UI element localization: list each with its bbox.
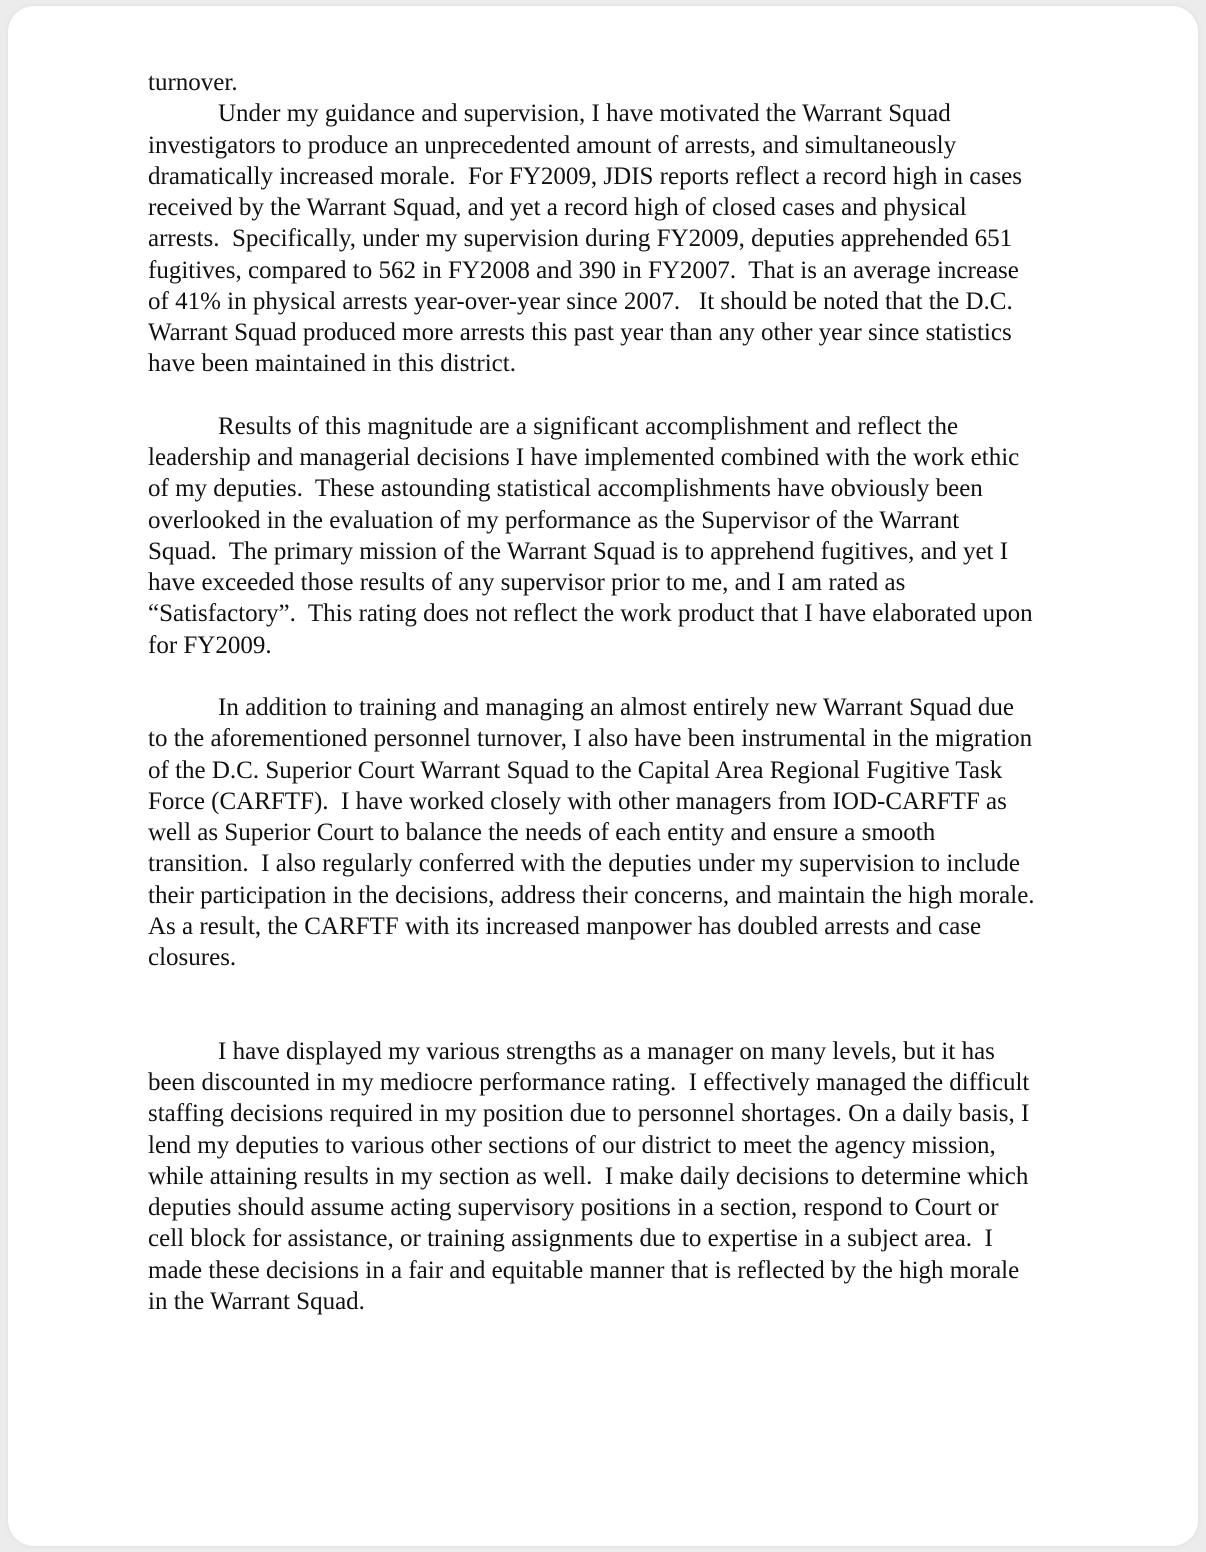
text-line: while attaining results in my section as well. I make daily decisions to determine which [148,1162,1029,1190]
text-line: deputies should assume acting supervisory positions in a section, respond to Court or [148,1194,999,1221]
text-line: fugitives, compared to 562 in FY2008 and 390 in FY2007. That is an average increase [148,256,1019,284]
text-line: in the Warrant Squad. [148,1287,365,1315]
text-line: investigators to produce an unprecedented amount of arrests, and simultaneously [148,131,957,159]
text-line: dramatically increased morale. For FY2009, JDIS reports reflect a record high in cases [148,162,1023,190]
text-line: transition. I also regularly conferred with the deputies under my supervision to include [148,850,1020,878]
text-line: for FY2009. [148,631,272,659]
text-line: have exceeded those results of any supervisor prior to me, and I am rated as [148,569,906,596]
text-line: Force (CARFTF). I have worked closely with other managers from IOD-CARFTF as [148,787,1007,815]
text-line: staffing decisions required in my position due to personnel shortages. On a daily basis, I [148,1100,1030,1128]
blank-line [148,380,1148,411]
text-line: have been maintained in this district. [148,350,516,378]
text-line: I have displayed my various strengths as a manager on many levels, but it has [218,1037,995,1065]
text-line: Warrant Squad produced more arrests this past year than any other year since statistics [148,319,1012,346]
text-line: As a result, the CARFTF with its increased manpower has doubled arrests and case [148,912,982,940]
text-line: well as Superior Court to balance the needs of each entity and ensure a smooth [148,819,936,846]
text-line: cell block for assistance, or training assignments due to expertise in a subject area. I [148,1225,993,1253]
text-line: overlooked in the evaluation of my performance as the Supervisor of the Warrant [148,506,960,534]
text-line: their participation in the decisions, address their concerns, and maintain the high morale. [148,881,1035,909]
blank-line [148,973,1148,1004]
blank-line [148,661,1148,692]
paragraph [148,411,1148,661]
paragraph [148,1036,1148,1317]
text-line: of 41% in physical arrests year-over-year since 2007. It should be noted that the D.C. [148,287,1013,315]
text-line: leadership and managerial decisions I have implemented combined with the work ethic [148,444,1020,471]
text-line: received by the Warrant Squad, and yet a record high of closed cases and physical [148,194,967,221]
text-line: In addition to training and managing an almost entirely new Warrant Squad due [218,694,1014,721]
document-body [148,67,1148,1317]
text-line: turnover. [148,69,238,96]
blank-line [148,1005,1148,1036]
text-line: Squad. The primary mission of the Warrant Squad is to apprehend fugitives, and yet I [148,537,1009,565]
text-line: arrests. Specifically, under my supervision during FY2009, deputies apprehended 651 [148,225,1013,253]
text-line: Under my guidance and supervision, I have motivated the Warrant Squad [218,100,951,128]
text-line: of the D.C. Superior Court Warrant Squad to the Capital Area Regional Fugitive Task [148,756,1003,784]
text-line: made these decisions in a fair and equitable manner that is reflected by the high morale [148,1256,1020,1284]
text-line: Results of this magnitude are a significant accomplishment and reflect the [218,412,959,440]
text-line: lend my deputies to various other sections of our district to meet the agency mission, [148,1131,996,1159]
text-line: been discounted in my mediocre performance rating. I effectively managed the difficult [148,1069,1030,1096]
paragraph [148,98,1148,379]
paragraph [148,67,1148,98]
document-page [8,6,1198,1546]
paragraph [148,692,1148,973]
text-line: to the aforementioned personnel turnover, I also have been instrumental in the migration [148,725,1033,753]
text-line: closures. [148,944,237,971]
text-line: of my deputies. These astounding statistical accomplishments have obviously been [148,475,983,503]
text-line: “Satisfactory”. This rating does not reflect the work product that I have elaborated upon [148,600,1033,628]
